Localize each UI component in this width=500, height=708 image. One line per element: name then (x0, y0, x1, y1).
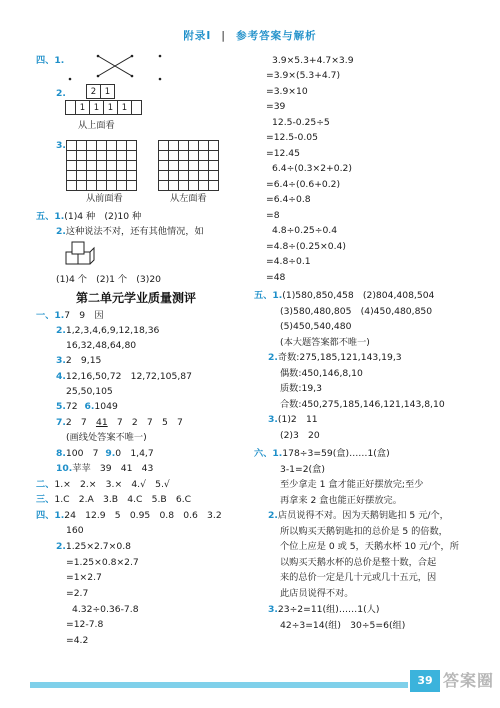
grid-cell (199, 181, 209, 191)
grid-cell (127, 161, 137, 171)
grid-cell (189, 141, 199, 151)
grid-cell (179, 181, 189, 191)
matching-diagram (60, 52, 175, 82)
s1-q7-note: (画线处答案不唯一) (66, 432, 147, 443)
grid-cell (67, 161, 77, 171)
unit-title: 第二单元学业质量测评 (76, 291, 197, 305)
r-s6-q2: 2.店员说得不对。因为天鹅钥匙扣 5 元/个， (268, 510, 449, 521)
grid-cell (107, 141, 117, 151)
grid-cell (179, 161, 189, 171)
calc-line: 3.9×5.3+4.7×3.9 (272, 55, 354, 66)
r-s5-q2-d: 合数:450,275,185,146,121,143,8,10 (280, 399, 445, 410)
grid-cell (97, 151, 107, 161)
r-s6-q1-d: 再拿来 2 盒也能正好摆放完。 (280, 495, 402, 506)
section-3: 三、1.C 2.A 3.B 4.C 5.B 6.C (36, 494, 192, 505)
calc-line: =3.9×10 (266, 86, 308, 97)
s1-q3: 3.2 9,15 (56, 355, 102, 366)
r-s6-q3-b: 42÷3=14(组) 30÷5=6(组) (280, 620, 406, 631)
grid-cell (209, 181, 219, 191)
s1-q10: 10.苹苹 39 41 43 (56, 463, 154, 474)
r-s5-q2-b: 偶数:450,146,8,10 (280, 368, 363, 379)
grid-cell (117, 141, 127, 151)
top-view-cubes (86, 84, 115, 99)
s1-q4: 4.12,16,50,72 12,72,105,87 (56, 371, 192, 382)
grid-cell (77, 161, 87, 171)
grid-cell (107, 171, 117, 181)
grid-cell (107, 181, 117, 191)
grid-cell (97, 171, 107, 181)
header-appendix: 附录Ⅰ (183, 30, 212, 42)
cube-count: 1 (90, 101, 104, 115)
grid-cell (77, 171, 87, 181)
grid-cell (159, 141, 169, 151)
r-s5-q1-b: (3)580,480,805 (4)450,480,850 (280, 306, 433, 317)
page-header: 附录Ⅰ | 参考答案与解析 (183, 30, 317, 42)
section-2: 二、1.× 2.× 3.× 4.√ 5.√ (36, 479, 170, 490)
grid-cell (159, 181, 169, 191)
r-s6-q1-b: 3-1=2(盒) (280, 464, 325, 475)
grid-cell (159, 171, 169, 181)
grid-cell (77, 151, 87, 161)
section-5-q2: 2.这种说法不对，还有其他情况，如 (56, 226, 204, 237)
section-4b-q2: 2.1.25×2.7×0.8 (56, 541, 131, 552)
grid-cell (169, 151, 179, 161)
grid-cell (169, 161, 179, 171)
grid-cell (179, 151, 189, 161)
grid-cell (117, 171, 127, 181)
watermark-logo: 答案圈 (442, 671, 494, 690)
grid-cell (87, 141, 97, 151)
grid-cell (199, 151, 209, 161)
left-view-grid (158, 140, 219, 191)
s1-q2: 2.1,2,3,4,6,9,12,18,36 (56, 325, 160, 336)
grid-cell (77, 181, 87, 191)
calc-line: =2.7 (66, 588, 89, 599)
r-s5-q1-note: (本大题答案都不唯一) (280, 337, 370, 348)
r-s5-q3-b: (2)3 20 (280, 430, 320, 441)
s1-q7: 7.2 7 41 7 2 7 5 7 (56, 417, 183, 428)
section-4-q1: 四、1. (36, 55, 65, 66)
cube-count: 1 (104, 101, 118, 115)
caption-left-view: 从左面看 (170, 193, 207, 204)
header-title: 参考答案与解析 (236, 30, 317, 42)
r-s6-q1-c: 至少拿走 1 盒才能正好摆放完;至少 (280, 479, 424, 490)
cube-count: 1 (76, 101, 90, 115)
grid-cell (127, 171, 137, 181)
grid-cell (87, 171, 97, 181)
s1-q1: 一、1.7 9 因 (36, 310, 104, 321)
r-s5-q3: 3.(1)2 11 (268, 414, 318, 425)
grid-cell (179, 141, 189, 151)
grid-cell (127, 141, 137, 151)
grid-cell (87, 151, 97, 161)
calc-line: =1.25×0.8×2.7 (66, 557, 139, 568)
s1-q4-b: 25,50,105 (66, 386, 113, 397)
grid-cell (67, 181, 77, 191)
front-view-grid (66, 140, 137, 191)
grid-cell (199, 171, 209, 181)
grid-cell (169, 141, 179, 151)
r-s6-q2-line: 来的总价一定是几十元或几十五元，因 (280, 572, 437, 583)
r-s5-q2-c: 质数:19,3 (280, 383, 322, 394)
grid-cell (117, 151, 127, 161)
grid-cell (209, 141, 219, 151)
caption-top-view: 从上面看 (78, 120, 115, 131)
calc-line: 6.4÷(0.3×2+0.2) (272, 163, 352, 174)
calc-line: =48 (266, 272, 286, 283)
grid-cell (67, 141, 77, 151)
cube-stack-illustration (64, 240, 96, 270)
calc-line: =4.8÷(0.25×0.4) (266, 241, 346, 252)
grid-cell (77, 141, 87, 151)
grid-cell (199, 161, 209, 171)
section-4-q2-num: 2. (56, 88, 66, 99)
grid-cell (209, 151, 219, 161)
r-s6-q1: 六、1.178÷3=59(盒)……1(盒) (254, 448, 390, 459)
top-view-cubes-row2 (65, 100, 142, 115)
calc-line: 4.8÷0.25÷0.4 (272, 225, 338, 236)
r-s6-q2-line: 以购买天鹅水杯的总价是整十数，合起 (280, 557, 437, 568)
calc-line: =39 (266, 101, 286, 112)
grid-cell (159, 151, 169, 161)
r-s6-q3: 3.23÷2=11(组)……1(人) (268, 604, 380, 615)
footer-bar (30, 682, 408, 688)
grid-cell (189, 161, 199, 171)
r-s6-q2-line: 此店员说得不对。 (280, 588, 354, 599)
r-s5-q1: 五、1.(1)580,850,458 (2)804,408,504 (254, 290, 435, 301)
grid-cell (169, 181, 179, 191)
caption-front-view: 从前面看 (86, 193, 123, 204)
grid-cell (97, 181, 107, 191)
section-4-q3-num: 3. (56, 140, 66, 151)
calc-line: =4.8÷0.1 (266, 256, 311, 267)
grid-cell (189, 181, 199, 191)
grid-cell (117, 161, 127, 171)
r-s6-q2-line: 所以购买天鹅钥匙扣的总价是 5 的倍数， (280, 526, 448, 537)
s1-q8-q9: 8.100 7 9.0 1,4,7 (56, 448, 154, 459)
calc-line: =12.45 (266, 148, 301, 159)
calc-line: 4.32÷0.36-7.8 (72, 604, 139, 615)
calc-line: =12-7.8 (66, 619, 104, 630)
grid-cell (127, 151, 137, 161)
r-s5-q2: 2.奇数:275,185,121,143,19,3 (268, 352, 402, 363)
calc-line: =8 (266, 210, 280, 221)
s1-q5-q6: 5.72 6.1049 (56, 401, 118, 412)
section-5-q3: (1)4 个 (2)1 个 (3)20 (56, 274, 162, 285)
calc-line: 12.5-0.25÷5 (272, 117, 330, 128)
cube-count: 2 (87, 85, 101, 99)
grid-cell (189, 151, 199, 161)
s1-q2-b: 16,32,48,64,80 (66, 340, 137, 351)
grid-cell (117, 181, 127, 191)
page-number: 39 (410, 670, 440, 692)
grid-cell (97, 141, 107, 151)
r-s6-q2-line: 个位上应是 0 或 5，天鹅水杯 10 元/个，所 (280, 541, 459, 552)
grid-cell (107, 151, 117, 161)
r-s5-q1-c: (5)450,540,480 (280, 321, 352, 332)
grid-cell (127, 181, 137, 191)
calc-line: =1×2.7 (66, 572, 102, 583)
grid-cell (209, 161, 219, 171)
calc-line: =4.2 (66, 635, 89, 646)
grid-cell (189, 171, 199, 181)
grid-cell (67, 171, 77, 181)
grid-cell (67, 151, 77, 161)
calc-line: =6.4÷0.8 (266, 194, 311, 205)
grid-cell (209, 171, 219, 181)
grid-cell (87, 181, 97, 191)
cube-count: 1 (101, 85, 115, 99)
grid-cell (179, 171, 189, 181)
section-5-q1: 五、1.(1)4 种 (2)10 种 (36, 211, 142, 222)
calc-line: =12.5-0.05 (266, 132, 318, 143)
section-4b-q1: 四、1.24 12.9 5 0.95 0.8 0.6 3.2 (36, 510, 222, 521)
calc-line: =3.9×(5.3+4.7) (266, 70, 341, 81)
grid-cell (199, 141, 209, 151)
section-4b-q1-b: 160 (66, 525, 84, 536)
cube-count: 1 (118, 101, 132, 115)
grid-cell (107, 161, 117, 171)
calc-line: =6.4÷(0.6+0.2) (266, 179, 341, 190)
grid-cell (159, 161, 169, 171)
grid-cell (169, 171, 179, 181)
grid-cell (97, 161, 107, 171)
grid-cell (87, 161, 97, 171)
